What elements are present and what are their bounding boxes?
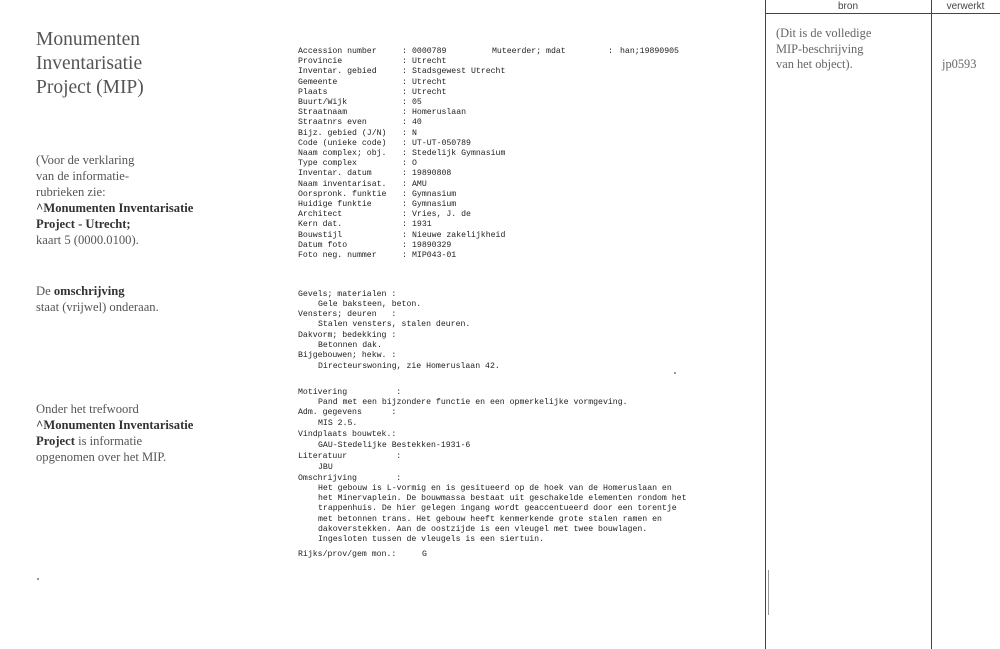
field-value: 19890808 (412, 169, 452, 179)
field-value: 0000789 (412, 47, 447, 56)
record-field-row (298, 231, 505, 241)
record-field-row (298, 169, 451, 179)
rijks-value: G (422, 550, 427, 559)
field-colon: : (402, 179, 407, 189)
note-line: rubrieken zie: (36, 185, 106, 199)
bron-note: (Dit is de volledige MIP-beschrijving van het object). (776, 26, 872, 71)
field-label: Plaats (298, 87, 328, 97)
field-label: Provincie (298, 57, 343, 67)
record-field-row (298, 129, 417, 139)
record-field-row (298, 251, 456, 261)
page-title: Monumenten Inventarisatie Project (MIP) (36, 29, 144, 98)
field-label: Datum foto (298, 240, 348, 250)
field-value: 1931 (412, 220, 432, 230)
record-field-row (298, 190, 456, 200)
record-field-row (298, 180, 427, 190)
field-colon: : (402, 108, 407, 118)
note-verklaring (36, 152, 256, 248)
field-label: Bouwstijl (298, 230, 343, 240)
field-value: AMU (412, 179, 427, 189)
note-line: staat (vrijwel) onderaan. (36, 300, 159, 314)
field-label: Straatnrs even (298, 118, 367, 128)
field-colon: : (402, 210, 407, 220)
field-value: Stadsgewest Utrecht (412, 67, 506, 77)
note-bold: omschrijving (53, 284, 125, 298)
field-colon: : (402, 251, 407, 260)
bijgebouwen-value: Directeurswoning, zie Homeruslaan 42. (318, 362, 500, 371)
field-colon: : (402, 200, 407, 209)
field-value: Nieuwe zakelijkheid (412, 230, 506, 240)
note-text: De (36, 284, 54, 298)
speck (674, 372, 676, 374)
rijks-label: Rijks/prov/gem mon.: (298, 550, 397, 559)
field-label: Huidige funktie (298, 200, 372, 209)
field-value: Stedelijk Gymnasium (412, 149, 506, 158)
field-value: 05 (412, 98, 422, 107)
link-project-utrecht[interactable]: Project - Utrecht; (36, 217, 131, 231)
mutator-label: Muteerder; mdat (492, 47, 566, 56)
link-monumenten-inventarisatie-2[interactable]: ^Monumenten Inventarisatie (36, 418, 194, 432)
record-field-row (298, 67, 505, 77)
note-omschrijving (36, 283, 256, 315)
adm-value: MIS 2.5. (318, 419, 358, 428)
record-field-row (298, 149, 505, 159)
field-colon: : (402, 98, 407, 107)
field-colon: : (402, 230, 407, 240)
motivering-value: Pand met een bijzondere functie en een opmerkelijke vormgeving. (318, 398, 628, 407)
field-colon: : (402, 87, 407, 97)
adm-label: Adm. gegevens : (298, 408, 397, 417)
record-field-row (298, 220, 432, 230)
field-colon: : (402, 57, 407, 67)
field-colon: : (402, 118, 407, 128)
field-label: Architect (298, 210, 343, 220)
field-value: 19890329 (412, 240, 452, 250)
note-text: is informatie (74, 434, 143, 448)
record-field-row (298, 98, 422, 108)
record-field-row (298, 47, 446, 57)
field-colon: : (402, 77, 407, 87)
field-label: Oorspronk. funktie (298, 189, 387, 199)
field-value: Vries, J. de (412, 210, 471, 220)
dakvorm-value: Betonnen dak. (318, 341, 382, 350)
field-label: Inventar. datum (298, 169, 372, 179)
field-label: Bijz. gebied (J/N) (298, 128, 387, 138)
field-value: N (412, 128, 417, 138)
vindplaats-value: GAU-Stedelijke Bestekken-1931-6 (318, 441, 471, 450)
note-line: van de informatie- (36, 169, 130, 183)
gevels-label: Gevels; materialen : (298, 290, 397, 299)
field-value: Utrecht (412, 87, 447, 97)
record-field-row (298, 88, 446, 98)
motivering-label: Motivering : (298, 388, 402, 397)
bron-header: bron (837, 1, 858, 12)
omschrijving-value: Het gebouw is L-vormig en is gesitueerd op de hoek van de Homeruslaan en het Minervaplein. De bouwmassa bestaat uit geschakelde elementen rondom het trappenhuis. De hier gelegen ingang wordt geaccentueerd door een torentje met betonnen trans. Het gebouw heeft kenmerkende grote stalen ramen en dakoverstekken. Aan de oostzijde is een vleugel met twee bouwlagen. Ingesloten tussen de vleugels is een siertuin. (318, 484, 687, 545)
speck (37, 578, 39, 580)
record-field-row (298, 200, 456, 210)
omschrijving-label: Omschrijving : (298, 474, 402, 483)
header-rule (765, 13, 1000, 14)
vindplaats-label: Vindplaats bouwtek.: (298, 430, 397, 439)
record-field-row (298, 108, 466, 118)
mutator-colon: : (608, 47, 613, 56)
field-colon: : (402, 67, 407, 77)
field-value: O (412, 159, 417, 169)
bijgebouwen-label: Bijgebouwen; hekw. : (298, 351, 397, 360)
note-line: Onder het trefwoord (36, 402, 139, 416)
field-colon: : (402, 128, 407, 138)
field-value: Homeruslaan (412, 108, 467, 118)
field-label: Buurt/Wijk (298, 98, 348, 107)
field-value: 40 (412, 118, 422, 128)
record-field-row (298, 210, 471, 220)
record-field-row (298, 139, 471, 149)
field-label: Naam complex; obj. (298, 149, 387, 158)
field-value: Gymnasium (412, 200, 457, 209)
field-label: Naam inventarisat. (298, 179, 387, 189)
record-field-row (298, 241, 451, 251)
gevels-value: Gele baksteen, beton. (318, 300, 422, 309)
mutator-value: han;19890905 (620, 47, 679, 56)
field-value: Utrecht (412, 77, 447, 87)
field-colon: : (402, 220, 407, 230)
dakvorm-label: Dakvorm; bedekking : (298, 331, 397, 340)
record-field-row (298, 118, 422, 128)
verwerkt-column-border (931, 0, 932, 649)
note-trefwoord (36, 401, 256, 465)
field-value: Gymnasium (412, 189, 457, 199)
field-value: UT-UT-050789 (412, 138, 471, 148)
field-value: MIP043-01 (412, 251, 457, 260)
field-colon: : (402, 189, 407, 199)
verwerkt-header: verwerkt (946, 1, 985, 12)
field-colon: : (402, 169, 407, 179)
link-project[interactable]: Project (36, 434, 75, 448)
field-label: Straatnaam (298, 108, 348, 118)
field-colon: : (402, 149, 407, 158)
note-line: opgenomen over het MIP. (36, 450, 167, 464)
field-colon: : (402, 240, 407, 250)
field-label: Inventar. gebied (298, 67, 377, 77)
literatuur-value: JBU (318, 463, 333, 472)
vensters-label: Vensters; deuren : (298, 310, 397, 319)
literatuur-label: Literatuur : (298, 452, 402, 461)
field-label: Type complex (298, 159, 357, 169)
vensters-value: Stalen vensters, stalen deuren. (318, 320, 471, 329)
field-label: Foto neg. nummer (298, 251, 377, 260)
bron-column-border (765, 0, 766, 649)
field-value: Utrecht (412, 57, 447, 67)
field-label: Gemeente (298, 77, 338, 87)
field-label: Code (unieke code) (298, 138, 387, 148)
note-line: (Voor de verklaring (36, 153, 135, 167)
link-monumenten-inventarisatie[interactable]: ^Monumenten Inventarisatie (36, 201, 194, 215)
record-field-row (298, 78, 446, 88)
note-line: kaart 5 (0000.0100). (36, 233, 139, 247)
record-field-row (298, 57, 446, 67)
field-colon: : (402, 159, 407, 169)
margin-mark (768, 570, 769, 615)
verwerkt-value: jp0593 (942, 57, 977, 71)
field-label: Kern dat. (298, 220, 343, 230)
record-field-row (298, 159, 417, 169)
field-colon: : (402, 138, 407, 148)
field-colon: : (402, 47, 407, 56)
field-label: Accession number (298, 47, 377, 56)
